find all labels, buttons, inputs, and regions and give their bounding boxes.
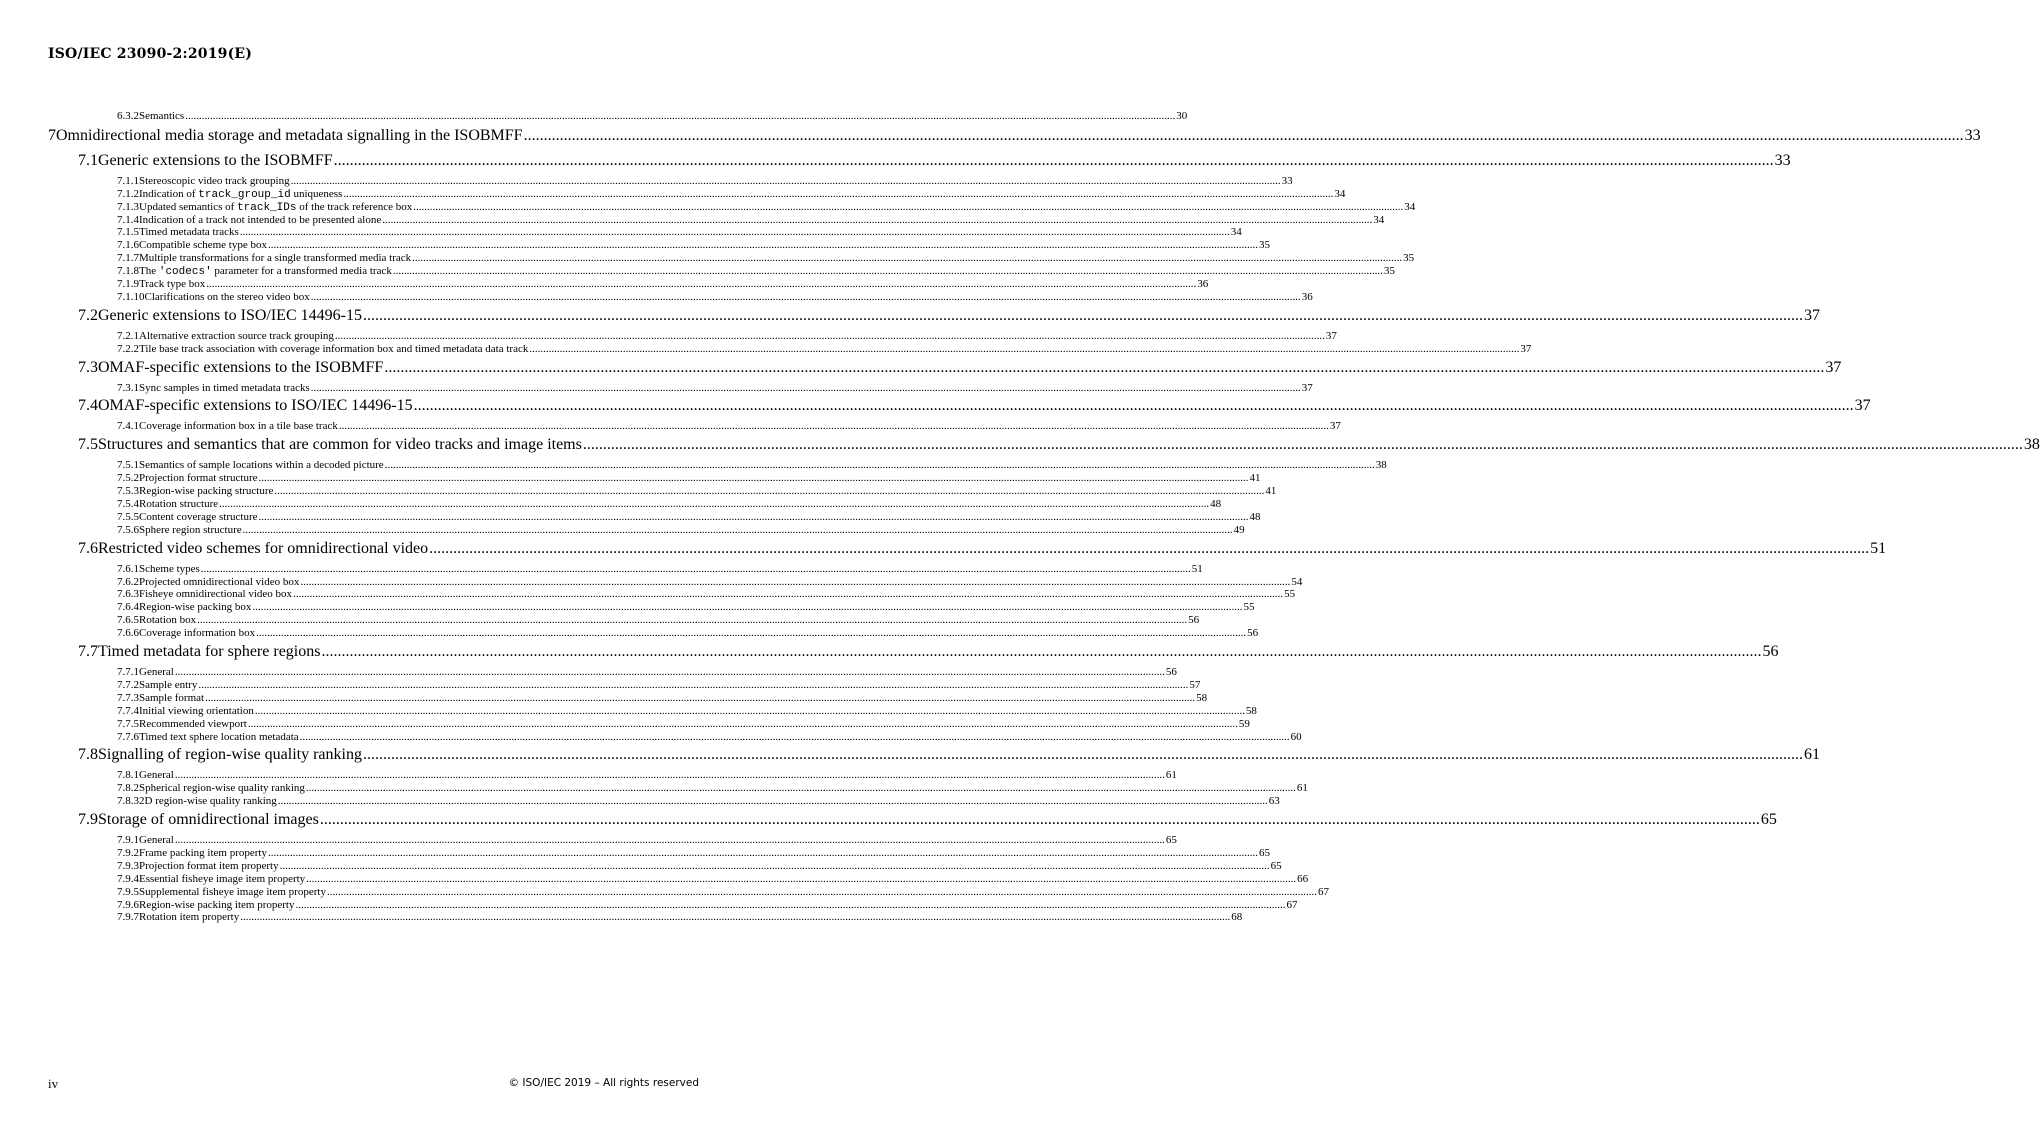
toc-entry-number: 7.7.1 (117, 666, 139, 679)
toc-entry-title: Recommended viewport (139, 717, 247, 730)
toc-entry-number: 7.1.2 (117, 187, 139, 200)
toc-section[interactable] (78, 151, 1791, 173)
toc-entry[interactable] (117, 666, 1177, 679)
dot-leader (175, 769, 1165, 782)
toc-entry-page: 55 (1243, 601, 1255, 614)
toc-entry-title: Structures and semantics that are common for video tracks and image items (98, 436, 582, 454)
toc-entry-title: Generic extensions to the ISOBMFF (98, 151, 333, 169)
copyright-notice: © ISO/IEC 2019 – All rights reserved (508, 1077, 699, 1089)
toc-entry-page: 68 (1231, 911, 1243, 924)
toc-entry-page: 56 (1165, 666, 1177, 679)
toc-entry-page: 56 (1762, 643, 1779, 661)
toc-entry-page: 37 (1520, 342, 1532, 355)
toc-entry-title: Sample entry (139, 678, 198, 691)
toc-entry-page: 57 (1189, 678, 1201, 691)
toc-entry-number: 7.9.6 (117, 898, 139, 911)
toc-entry[interactable] (117, 200, 1416, 214)
dot-leader (311, 291, 1301, 304)
toc-entry-page: 33 (1774, 151, 1791, 169)
dot-leader (268, 847, 1258, 860)
toc-entry-page: 34 (1373, 213, 1385, 226)
toc-section[interactable] (78, 397, 1871, 418)
toc-entry-number: 7.6.5 (117, 614, 139, 627)
dot-leader (255, 705, 1245, 718)
dot-leader (259, 511, 1249, 524)
toc-entry-title (139, 201, 412, 215)
toc-entry[interactable] (117, 239, 1270, 252)
toc-entry-number: 7.6.3 (117, 588, 139, 601)
title-suffix: parameter for a transformed media track (214, 265, 392, 278)
toc-entry-number: 7.1.6 (117, 239, 139, 252)
dot-leader (243, 524, 1233, 537)
toc-entry[interactable] (117, 252, 1415, 265)
toc-entry-title: Alternative extraction source track grouping (139, 329, 334, 342)
toc-entry[interactable] (117, 911, 1243, 924)
toc-entry[interactable] (117, 498, 1222, 511)
toc-entry-title: Storage of omnidirectional images (98, 811, 319, 829)
toc-entry-title: Projected omnidirectional video box (139, 575, 300, 588)
dot-leader (382, 214, 1372, 227)
toc-entry[interactable] (117, 730, 1302, 744)
dot-leader (274, 485, 1264, 498)
toc-entry-number: 7.9.2 (117, 846, 139, 859)
toc-entry[interactable] (117, 575, 1303, 589)
toc-entry[interactable] (117, 265, 1395, 279)
toc-entry-page: 67 (1317, 885, 1329, 898)
toc-entry[interactable] (117, 898, 1298, 912)
toc-entry-page: 60 (1290, 730, 1302, 743)
dot-leader (278, 795, 1268, 808)
code-identifier: track_group_id (198, 188, 291, 201)
toc-entry-number: 7.6.6 (117, 627, 139, 640)
toc-entry-number: 7.9.7 (117, 911, 139, 924)
toc-entry-page: 51 (1870, 539, 1887, 557)
dot-leader (321, 643, 1761, 661)
toc-entry-number: 7.2.2 (117, 342, 139, 355)
toc-entry-page: 37 (1301, 381, 1313, 394)
toc-entry-title: Semantics (139, 110, 185, 122)
dot-leader (306, 873, 1296, 886)
toc-entry-page: 49 (1233, 523, 1245, 536)
toc-entry-page: 63 (1268, 795, 1280, 808)
toc-entry-title: Rotation structure (139, 498, 219, 511)
toc-entry[interactable] (117, 459, 1387, 472)
toc-entry-page: 65 (1165, 834, 1177, 847)
toc-entry-page: 61 (1165, 769, 1177, 782)
toc-entry-page: 54 (1291, 575, 1303, 588)
toc-entry-number: 7.2.1 (117, 329, 139, 342)
toc-entry-page: 33 (1964, 126, 1981, 144)
toc-entry-page: 41 (1249, 472, 1261, 485)
toc-entry[interactable] (117, 704, 1257, 718)
toc-entry-number: 7.7.5 (117, 717, 139, 730)
toc-entry[interactable] (117, 213, 1385, 227)
title-suffix: uniqueness (293, 187, 343, 200)
toc-entry-title: Track type box (139, 278, 206, 291)
toc-entry[interactable] (117, 562, 1203, 576)
toc-entry-title: Semantics of sample locations within a decoded picture (139, 459, 384, 472)
toc-entry-page: 56 (1188, 614, 1200, 627)
toc-entry-title: Stereoscopic video track grouping (139, 174, 290, 187)
toc-entry-number: 7.3.1 (117, 381, 139, 394)
toc-section[interactable] (78, 746, 1820, 767)
toc-entry-title: Compatible scheme type box (139, 239, 267, 252)
toc-entry-title: Content coverage structure (139, 510, 258, 523)
toc-clause[interactable] (48, 126, 1981, 149)
toc-entry-number: 7.9.4 (117, 872, 139, 885)
toc-entry-page: 48 (1249, 510, 1261, 523)
dot-leader (429, 540, 1869, 558)
toc-entry[interactable] (117, 782, 1308, 795)
toc-entry-number: 7.1.8 (117, 265, 139, 278)
toc-entry-page: 36 (1197, 278, 1209, 291)
toc-entry-number: 7.5.2 (117, 472, 139, 485)
toc-entry-number: 7.1.10 (117, 290, 145, 303)
toc-entry[interactable] (117, 110, 1188, 123)
toc-entry-page: 37 (1825, 358, 1842, 376)
toc-entry-number: 7.5.4 (117, 498, 139, 511)
toc-entry-number: 7.6 (78, 539, 98, 557)
toc-entry-title: Essential fisheye image item property (139, 872, 306, 885)
dot-leader (385, 459, 1375, 472)
dot-leader (583, 436, 2023, 454)
toc-entry[interactable] (117, 523, 1245, 537)
toc-entry-title: Frame packing item property (139, 846, 267, 859)
dot-leader (175, 834, 1165, 847)
toc-entry-title: Sample format (139, 691, 205, 704)
toc-entry-page: 38 (1375, 459, 1387, 472)
toc-entry-page: 41 (1265, 485, 1277, 498)
toc-entry-page: 61 (1296, 782, 1308, 795)
toc-entry-title: Fisheye omnidirectional video box (139, 588, 293, 601)
toc-entry-number: 7.1.3 (117, 200, 139, 213)
toc-entry-page: 38 (2023, 436, 2040, 454)
dot-leader (413, 201, 1403, 214)
title-prefix: The (139, 265, 157, 278)
document-header-title: ISO/IEC 23090-2:2019(E) (48, 46, 253, 62)
dot-leader (201, 563, 1191, 576)
toc-entry-number: 7.7.4 (117, 704, 139, 717)
toc-entry-page: 36 (1301, 290, 1313, 303)
toc-section[interactable] (78, 306, 1820, 328)
dot-leader (412, 252, 1402, 265)
toc-entry-number: 7.1.4 (117, 213, 139, 226)
dot-leader (240, 911, 1230, 924)
dot-leader (334, 152, 1774, 170)
dot-leader (335, 330, 1325, 343)
toc-entry-number: 7.5.1 (117, 459, 139, 472)
toc-entry-number: 7.3 (78, 358, 98, 376)
toc-entry-page: 37 (1854, 397, 1871, 415)
dot-leader (306, 782, 1296, 795)
toc-entry-page: 37 (1803, 306, 1820, 324)
dot-leader (252, 601, 1242, 614)
toc-entry[interactable] (117, 691, 1208, 705)
toc-entry-page: 58 (1196, 691, 1208, 704)
toc-entry-title: Coverage information box in a tile base track (139, 420, 338, 433)
toc-entry-page: 59 (1238, 717, 1250, 730)
toc-entry-page: 65 (1760, 811, 1777, 829)
code-identifier: 'codecs' (158, 266, 212, 279)
dot-leader (529, 343, 1519, 356)
toc-entry-page: 56 (1247, 627, 1259, 640)
code-identifier: track_IDs (237, 201, 297, 214)
toc-entry-number: 7.9 (78, 811, 98, 829)
toc-entry-title: Timed text sphere location metadata (139, 730, 299, 743)
toc-entry-page: 65 (1259, 846, 1270, 859)
toc-entry-title: 2D region-wise quality ranking (139, 795, 277, 808)
title-prefix: Indication of (139, 187, 196, 200)
toc-entry-title: Spherical region-wise quality ranking (139, 782, 305, 795)
dot-leader (363, 307, 1803, 325)
dot-leader (256, 627, 1246, 640)
toc-entry-title: Region-wise packing item property (139, 898, 295, 911)
toc-entry-page: 66 (1297, 872, 1309, 885)
toc-entry[interactable] (117, 846, 1270, 860)
toc-entry-number: 7 (48, 126, 56, 144)
toc-entry[interactable] (117, 226, 1242, 239)
toc-entry-title: General (139, 769, 174, 782)
toc-entry[interactable] (117, 872, 1309, 886)
toc-section[interactable] (78, 436, 2040, 457)
toc-entry-number: 7.8 (78, 746, 98, 764)
toc-entry-page: 35 (1259, 239, 1270, 252)
toc-section[interactable] (78, 643, 1779, 664)
toc-entry-number: 7.5.5 (117, 510, 139, 523)
toc-entry-title: Generic extensions to ISO/IEC 14496-15 (98, 306, 362, 324)
toc-entry-title: Projection format structure (139, 472, 258, 485)
toc-entry-number: 7.1.9 (117, 278, 139, 291)
toc-entry-number: 7.1.1 (117, 174, 139, 187)
toc-entry-title (139, 265, 392, 279)
toc-entry-title: Coverage information box (139, 627, 256, 640)
toc-entry-number: 7.9.5 (117, 885, 139, 898)
dot-leader (320, 811, 1760, 829)
dot-leader (363, 746, 1803, 764)
toc-entry-number: 7.1.5 (117, 226, 139, 239)
toc-entry[interactable] (117, 381, 1313, 395)
toc-entry-title: Rotation item property (139, 911, 240, 924)
toc-entry-number: 7.5.6 (117, 523, 139, 536)
toc-entry-number: 7.1.7 (117, 252, 139, 265)
toc-entry-number: 7.4 (78, 397, 98, 415)
dot-leader (311, 382, 1301, 395)
toc-entry-title: General (139, 666, 174, 679)
toc-entry[interactable] (117, 290, 1313, 304)
toc-entry[interactable] (117, 601, 1255, 614)
toc-entry-title (139, 188, 342, 202)
toc-entry-number: 7.1 (78, 151, 98, 169)
toc-entry-title: Initial viewing orientation (139, 704, 254, 717)
dot-leader (268, 239, 1258, 252)
toc-entry-page: 48 (1210, 498, 1222, 511)
toc-entry-title: Region-wise packing box (139, 601, 252, 614)
toc-entry[interactable] (117, 420, 1341, 433)
toc-entry-number: 7.5.3 (117, 485, 139, 498)
page-number: iv (48, 1076, 59, 1091)
toc-entry[interactable] (117, 510, 1261, 524)
toc-entry[interactable] (117, 342, 1532, 356)
toc-entry-page: 51 (1191, 562, 1203, 575)
toc-entry-title: Clarifications on the stereo video box (144, 290, 310, 303)
toc-entry-page: 35 (1403, 252, 1415, 265)
toc-entry-number: 7.6.2 (117, 575, 139, 588)
toc-entry-title: OMAF-specific extensions to ISO/IEC 14496-15 (98, 397, 413, 415)
toc-entry-number: 7.5 (78, 436, 98, 454)
dot-leader (343, 188, 1333, 201)
dot-leader (197, 614, 1187, 627)
dot-leader (300, 576, 1290, 589)
toc-entry-number: 7.7 (78, 643, 98, 661)
dot-leader (524, 127, 1964, 145)
dot-leader (185, 110, 1175, 123)
toc-section[interactable] (78, 358, 1842, 380)
toc-entry-page: 35 (1383, 265, 1395, 278)
title-suffix: of the track reference box (299, 200, 413, 213)
toc-entry-number: 7.4.1 (117, 420, 139, 433)
dot-leader (198, 679, 1188, 692)
toc-entry-page: 34 (1230, 226, 1242, 239)
toc-entry-title: Sync samples in timed metadata tracks (139, 381, 310, 394)
toc-section[interactable] (78, 811, 1777, 832)
toc-entry[interactable] (117, 885, 1329, 899)
toc-entry-page: 34 (1404, 200, 1416, 213)
toc-entry-title: Indication of a track not intended to be presented alone (139, 213, 382, 226)
toc-entry-page: 33 (1281, 174, 1293, 187)
dot-leader (206, 278, 1196, 291)
toc-entry[interactable] (117, 472, 1261, 485)
toc-entry-page: 67 (1286, 898, 1298, 911)
toc-entry[interactable] (117, 678, 1201, 692)
toc-section[interactable] (78, 539, 1887, 561)
toc-entry-number: 7.6.1 (117, 562, 139, 575)
toc-entry-title: Supplemental fisheye image item property (139, 885, 326, 898)
toc-entry-number: 7.2 (78, 306, 98, 324)
title-prefix: Updated semantics of (139, 200, 235, 213)
table-of-contents (0, 110, 2040, 924)
toc-entry[interactable] (117, 834, 1177, 847)
toc-entry-number: 7.7.6 (117, 730, 139, 743)
toc-entry-page: 30 (1176, 110, 1188, 122)
dot-leader (280, 860, 1270, 873)
dot-leader (384, 359, 1824, 377)
toc-entry-title: Tile base track association with coverage information box and timed metadata data track (139, 342, 529, 355)
toc-entry[interactable] (117, 859, 1282, 873)
toc-entry-page: 55 (1284, 588, 1296, 601)
toc-entry-title: General (139, 834, 174, 847)
toc-entry-title: Sphere region structure (139, 523, 242, 536)
toc-entry-page: 61 (1803, 746, 1820, 764)
toc-entry-title: Region-wise packing structure (139, 485, 274, 498)
dot-leader (393, 265, 1383, 278)
toc-entry-number: 6.3.2 (117, 110, 139, 122)
toc-entry-number: 7.7.3 (117, 691, 139, 704)
toc-entry-number: 7.8.2 (117, 782, 139, 795)
dot-leader (291, 175, 1281, 188)
toc-entry[interactable] (117, 795, 1280, 808)
toc-entry-title: Multiple transformations for a single transformed media track (139, 252, 412, 265)
toc-entry-page: 58 (1245, 704, 1257, 717)
toc-entry-title: Restricted video schemes for omnidirectional video (98, 539, 429, 557)
toc-entry[interactable] (117, 278, 1209, 291)
toc-entry[interactable] (117, 174, 1293, 188)
toc-entry-title: OMAF-specific extensions to the ISOBMFF (98, 358, 384, 376)
toc-entry-number: 7.9.3 (117, 859, 139, 872)
toc-entry-title: Omnidirectional media storage and metadata signalling in the ISOBMFF (56, 126, 523, 144)
toc-entry-number: 7.6.4 (117, 601, 139, 614)
toc-entry[interactable] (117, 485, 1277, 498)
toc-entry-page: 34 (1334, 187, 1346, 200)
toc-entry[interactable] (117, 769, 1177, 782)
dot-leader (219, 498, 1209, 511)
dot-leader (205, 692, 1195, 705)
toc-entry-title: Projection format item property (139, 859, 279, 872)
dot-leader (259, 472, 1249, 485)
toc-entry-page: 37 (1325, 329, 1337, 342)
dot-leader (300, 731, 1290, 744)
toc-entry-number: 7.7.2 (117, 678, 139, 691)
dot-leader (339, 420, 1329, 433)
toc-entry-title: Scheme types (139, 562, 200, 575)
toc-entry-title: Signalling of region-wise quality ranking (98, 746, 362, 764)
toc-entry[interactable] (117, 588, 1296, 601)
dot-leader (414, 397, 1854, 415)
toc-entry-page: 37 (1329, 420, 1341, 433)
dot-leader (293, 588, 1283, 601)
toc-entry[interactable] (117, 614, 1200, 627)
toc-entry[interactable] (117, 187, 1346, 201)
dot-leader (248, 718, 1238, 731)
toc-entry-number: 7.8.1 (117, 769, 139, 782)
dot-leader (296, 899, 1286, 912)
toc-entry[interactable] (117, 627, 1259, 640)
dot-leader (175, 666, 1165, 679)
toc-entry-number: 7.9.1 (117, 834, 139, 847)
toc-entry[interactable] (117, 717, 1250, 731)
toc-entry[interactable] (117, 329, 1337, 343)
toc-entry-number: 7.8.3 (117, 795, 139, 808)
toc-entry-title: Timed metadata tracks (139, 226, 239, 239)
toc-entry-page: 65 (1270, 859, 1282, 872)
dot-leader (327, 886, 1317, 899)
toc-entry-title: Timed metadata for sphere regions (98, 643, 321, 661)
dot-leader (240, 226, 1230, 239)
toc-entry-title: Rotation box (139, 614, 197, 627)
